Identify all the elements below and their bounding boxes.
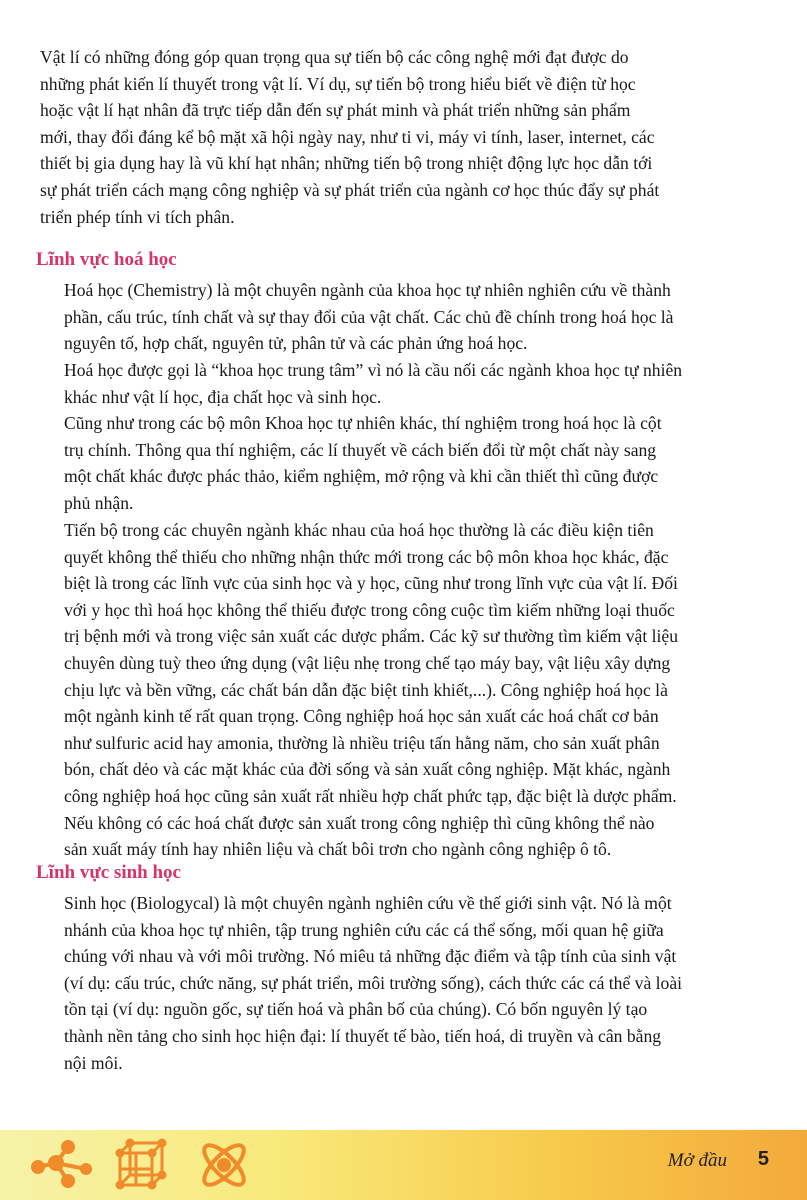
text-line: nội môi. bbox=[64, 1052, 123, 1073]
text-line: những phát kiến lí thuyết trong vật lí. Ví dụ, sự tiến bộ trong hiểu biết về điện từ học bbox=[40, 73, 636, 94]
text-line: như sulfuric acid hay amonia, thường là nhiều triệu tấn hằng năm, cho sản xuất phân bbox=[64, 732, 660, 753]
intro-paragraph bbox=[40, 44, 780, 230]
chemistry-paragraph-2 bbox=[64, 357, 784, 410]
chemistry-paragraph-3 bbox=[64, 410, 784, 516]
text-line: thiết bị gia dụng hay là vũ khí hạt nhân; những tiến bộ trong nhiệt động lực học dẫn tới bbox=[40, 153, 653, 174]
text-line: trụ chính. Thông qua thí nghiệm, các lí thuyết về cách biến đổi từ một chất này sang bbox=[64, 439, 657, 460]
text-line: Vật lí có những đóng góp quan trọng qua sự tiến bộ các công nghệ mới đạt được do bbox=[40, 47, 629, 67]
text-line: nhánh của khoa học tự nhiên, tập trung nghiên cứu các cá thể sống, mối quan hệ giữa bbox=[64, 919, 664, 940]
text-line: với y học thì hoá học không thể thiếu được trong công cuộc tìm kiếm những loại thuốc bbox=[64, 599, 675, 620]
text-line: mới, thay đổi đáng kể bộ mặt xã hội ngày nay, như ti vi, máy vi tính, laser, internet, các bbox=[40, 126, 655, 147]
text-line: triển phép tính vi tích phân. bbox=[40, 206, 235, 227]
text-line: chúng với nhau và với môi trường. Nó miêu tả những đặc điểm và tập tính của sinh vật bbox=[64, 946, 677, 967]
text-line: một ngành kinh tế rất quan trọng. Công nghiệp hoá học sản xuất các hoá chất cơ bản bbox=[64, 706, 659, 727]
footer-icons bbox=[24, 1135, 264, 1200]
page-number: 5 bbox=[757, 1148, 769, 1170]
text-line: thành nền tảng cho sinh học hiện đại: lí thuyết tế bào, tiến hoá, di truyền và cân bằng bbox=[64, 1025, 662, 1046]
text-line: công nghiệp hoá học cũng sản xuất rất nhiều hợp chất phức tạp, đặc biệt là dược phẩm. bbox=[64, 785, 677, 806]
biology-heading: Lĩnh vực sinh học bbox=[36, 862, 181, 883]
section-label: Mở đầu bbox=[667, 1150, 727, 1171]
text-line: nguyên tố, hợp chất, nguyên tử, phân tử và các phản ứng hoá học. bbox=[64, 333, 528, 354]
text-line: khác như vật lí học, địa chất học và sinh học. bbox=[64, 386, 382, 407]
text-line: trị bệnh mới và trong việc sản xuất các dược phẩm. Các kỹ sư thường tìm kiếm vật liệu bbox=[64, 626, 678, 647]
molecule-icon bbox=[33, 1142, 90, 1186]
text-line: Hoá học (Chemistry) là một chuyên ngành của khoa học tự nhiên nghiên cứu về thành bbox=[64, 280, 671, 300]
text-line: sản xuất máy tính hay nhiên liệu và chất bôi trơn cho ngành công nghiệp ô tô. bbox=[64, 839, 612, 860]
text-line: Hoá học được gọi là “khoa học trung tâm” vì nó là cầu nối các ngành khoa học tự nhiên bbox=[64, 360, 683, 380]
text-line: bón, chất dẻo và các mặt khác của đời sống và sản xuất công nghiệp. Mặt khác, ngành bbox=[64, 759, 671, 780]
text-line: biệt là trong các lĩnh vực của sinh học và y học, cũng như trong lĩnh vực của vật lí. Đối bbox=[64, 573, 678, 594]
text-line: (ví dụ: cấu trúc, chức năng, sự phát triển, môi trường sống), cách thức các cá thể và loài bbox=[64, 972, 683, 993]
text-line: chịu lực và bền vững, các chất bán dẫn đặc biệt tinh khiết,...). Công nghiệp hoá học là bbox=[64, 679, 668, 700]
text-line: Cũng như trong các bộ môn Khoa học tự nhiên khác, thí nghiệm trong hoá học là cột bbox=[64, 413, 662, 433]
text-line: hoặc vật lí hạt nhân đã trực tiếp dẫn đến sự phát minh và phát triển những sản phẩm bbox=[40, 100, 631, 121]
chemistry-paragraph-4 bbox=[64, 517, 784, 863]
text-line: Nếu không có các hoá chất được sản xuất trong công nghiệp thì cũng không thể nào bbox=[64, 812, 655, 833]
text-line: quyết không thể thiếu cho những nhận thức mới trong các bộ môn khoa học khác, đặc bbox=[64, 546, 669, 567]
text-line: phủ nhận. bbox=[64, 492, 134, 513]
text-line: chuyên dùng tuỳ theo ứng dụng (vật liệu nhẹ trong chế tạo máy bay, vật liệu xây dựng bbox=[64, 652, 671, 673]
chemistry-heading: Lĩnh vực hoá học bbox=[36, 249, 177, 270]
text-line: sự phát triển cách mạng công nghiệp và sự phát triển của ngành cơ học thúc đẩy sự phát bbox=[40, 179, 660, 200]
cube-lattice-icon bbox=[117, 1140, 165, 1188]
biology-paragraph-1 bbox=[64, 890, 784, 1076]
chemistry-paragraph-1 bbox=[64, 277, 784, 357]
text-line: tồn tại (ví dụ: nguồn gốc, sự tiến hoá và phân bố của chúng). Có bốn nguyên lý tạo bbox=[64, 999, 648, 1020]
text-line: một chất khác được phác thảo, kiểm nghiệm, mở rộng và khi cần thiết thì cũng được bbox=[64, 466, 659, 487]
text-line: Sinh học (Biologycal) là một chuyên ngành nghiên cứu về thế giới sinh vật. Nó là một bbox=[64, 893, 672, 913]
text-line: Tiến bộ trong các chuyên ngành khác nhau của hoá học thường là các điều kiện tiên bbox=[64, 520, 654, 540]
text-line: phần, cấu trúc, tính chất và sự thay đổi của vật chất. Các chủ đề chính trong hoá học là bbox=[64, 306, 674, 327]
atom-icon bbox=[199, 1140, 250, 1191]
